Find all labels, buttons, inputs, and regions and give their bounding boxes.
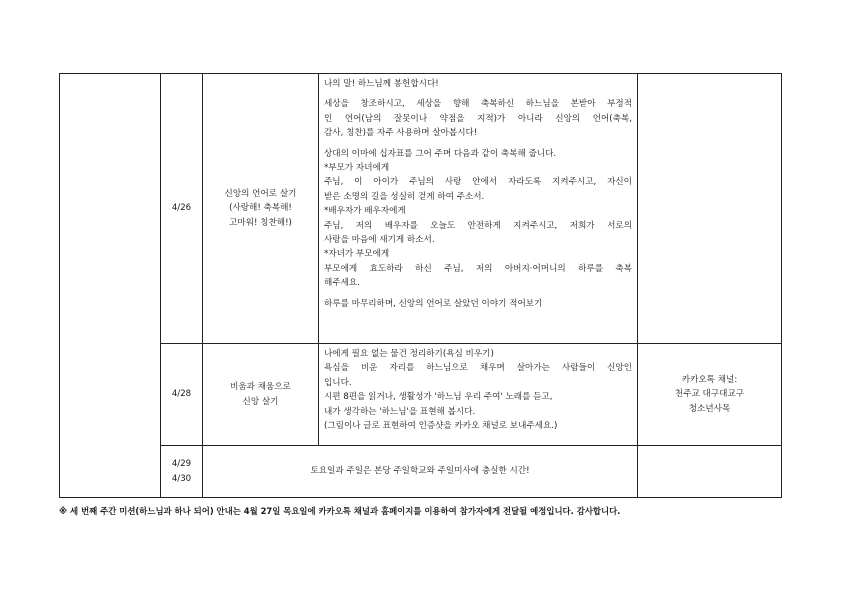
theme-line: 비움과 채움으로 xyxy=(230,382,291,393)
theme-line: 신앙 살기 xyxy=(242,396,279,407)
text-line: 사랑을 마음에 새기게 하소서. xyxy=(324,235,435,246)
text-line: 나에게 필요 없는 물건 정리하기(욕심 비우기) xyxy=(324,349,494,359)
text-line: *부모가 자녀에게 xyxy=(324,163,390,174)
text-line: 입니다. xyxy=(324,377,352,388)
date-cell xyxy=(161,446,203,498)
text-line: *자녀가 부모에게 xyxy=(324,249,390,260)
theme-cell xyxy=(203,74,319,344)
theme-cell xyxy=(203,344,319,446)
note-line: 천주교 대구대교구 xyxy=(674,389,745,400)
mission-paragraph xyxy=(324,97,632,140)
text-line: 욕심을 비운 자리를 하느님으로 채우며 살아가는 사람들이 신앙인 xyxy=(324,363,632,374)
text-line: 받은 소명의 길을 성실히 걷게 하여 주소서. xyxy=(324,191,485,202)
mission-paragraph xyxy=(324,297,632,311)
text-line: 부모에게 효도하라 하신 주님, 저의 아버지·어머니의 하루를 축복 xyxy=(324,263,632,274)
text-line: 인 언어(남의 잘못이나 약점을 지적)가 아니라 신앙의 언어(축복, xyxy=(324,113,632,124)
table-row xyxy=(60,344,782,446)
left-merged-cell xyxy=(60,74,161,498)
note-cell xyxy=(638,344,782,446)
footnote: ※ 세 번째 주간 미션(하느님과 하나 되어) 안내는 4월 27일 목요일에 카카오톡 채널과 홈페이지를 이용하여 참가자에게 전달될 예정입니다. 감사합니다. xyxy=(59,506,621,516)
text-line: 나의 말! 하느님께 봉헌합시다! xyxy=(324,79,439,89)
mission-paragraph xyxy=(324,77,632,91)
schedule-table xyxy=(59,73,782,498)
mission-paragraph xyxy=(324,147,632,291)
text-line: 세상을 창조하시고, 세상을 향해 축복하신 하느님을 본받아 부정적 xyxy=(324,99,632,110)
note-line: 청소년사목 xyxy=(688,403,731,414)
date-line: 4/30 xyxy=(171,473,192,484)
note-cell xyxy=(638,446,782,498)
table-row xyxy=(60,446,782,498)
mission-content xyxy=(319,344,638,446)
text-line: 감사, 칭찬)를 자주 사용하며 살아봅시다! xyxy=(324,128,478,139)
note-line: 카카오톡 채널: xyxy=(681,374,738,385)
text-line: 주님, 이 아이가 주님의 사랑 안에서 자라도록 지켜주시고, 자신이 xyxy=(324,177,632,188)
weekend-content: 토요일과 주일은 본당 주일학교와 주일미사에 충실한 시간! xyxy=(203,446,638,498)
note-cell xyxy=(638,74,782,344)
text-line: 해주세요. xyxy=(324,278,360,289)
mission-content xyxy=(319,74,638,344)
date-line: 4/29 xyxy=(171,459,192,470)
text-line: 내가 생각하는 '하느님'을 표현해 봅시다. xyxy=(324,406,476,417)
text-line: (그림이나 글로 표현하여 인증샷을 카카오 채널로 보내주세요.) xyxy=(324,421,558,432)
table-row xyxy=(60,74,782,344)
theme-line: (사랑해! 축복해! xyxy=(229,203,292,214)
theme-line: 신앙의 언어로 살기 xyxy=(224,188,297,199)
date-cell: 4/28 xyxy=(161,344,203,446)
text-line: *배우자가 배우자에게 xyxy=(324,206,406,217)
text-line: 상대의 이마에 십자표를 그어 주며 다음과 같이 축복해 줍니다. xyxy=(324,148,557,159)
theme-line: 고마워! 칭찬해!) xyxy=(229,217,292,228)
text-line: 주님, 저의 배우자를 오늘도 안전하게 지켜주시고, 저희가 서로의 xyxy=(324,220,632,231)
text-line: 시편 8편을 읽거나, 생활성가 '하느님 우리 주여' 노래를 듣고, xyxy=(324,392,553,403)
date-cell: 4/26 xyxy=(161,74,203,344)
text-line: 하루를 마무리하며, 신앙의 언어로 살았던 이야기 적어보기 xyxy=(324,298,543,309)
